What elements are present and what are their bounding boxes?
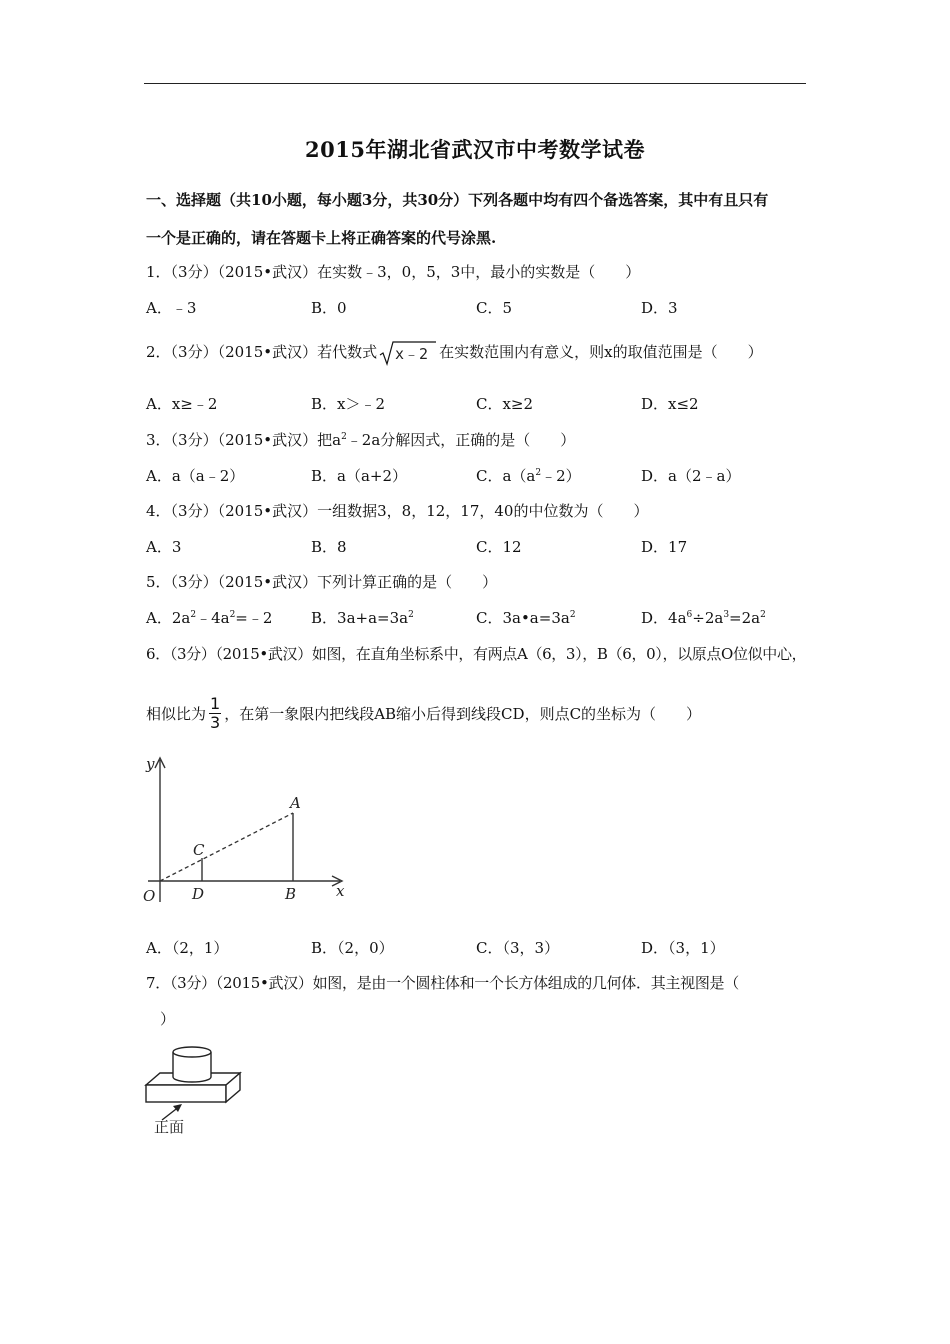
option-a-text-end: =﹣2: [235, 609, 273, 627]
option-c: [476, 607, 576, 628]
question-6-text-pre: 相似比为: [146, 705, 207, 723]
cylinder-top: [173, 1047, 211, 1057]
point-b-label: B: [285, 885, 297, 903]
coordinate-figure: [140, 752, 360, 912]
exponent: 2: [408, 610, 414, 620]
question-3-prefix: 3．（3分）（2015•武汉）把a: [146, 431, 342, 449]
option-d: D．a（2﹣a）: [641, 467, 741, 485]
option-c: C．x≥2: [476, 395, 534, 413]
option-a: [146, 607, 272, 628]
x-axis-label: x: [336, 882, 345, 900]
question-2-suffix: 在实数范围内有意义，则x的取值范围是（ ）: [439, 343, 763, 361]
page-title: 2015年湖北省武汉市中考数学试卷: [305, 137, 645, 162]
point-a-label: A: [290, 794, 301, 812]
option-b: [311, 607, 414, 628]
option-c-text-end: ﹣2）: [541, 467, 581, 485]
front-view-label: 正面: [154, 1118, 185, 1136]
fraction: [209, 695, 221, 732]
exponent: 2: [229, 610, 236, 620]
header-rule: [144, 83, 806, 84]
option-d: [641, 607, 766, 628]
option-b: B．0: [311, 299, 347, 317]
option-d-text: D．4a: [641, 609, 687, 627]
question-7-line1: 7．（3分）（2015•武汉）如图，是由一个圆柱体和一个长方体组成的几何体．其主视图是（: [146, 974, 739, 992]
y-axis-label: y: [146, 755, 155, 773]
option-d: D．17: [641, 538, 688, 556]
question-2: [146, 340, 763, 366]
option-a-text-mid: ﹣4a: [196, 609, 230, 627]
question-2-prefix: 2．（3分）（2015•武汉）若代数式: [146, 343, 378, 361]
option-b-text: B．3a+a=3a: [311, 609, 409, 627]
option-c: C．（3，3）: [476, 939, 560, 957]
option-b: B．a（a+2）: [311, 467, 408, 485]
solid-figure: [140, 1040, 250, 1140]
exponent: 6: [686, 610, 693, 620]
section-heading-line1: 一、选择题（共10小题，每小题3分，共30分）下列各题中均有四个备选答案，其中有且只有: [146, 191, 769, 209]
exponent: 2: [341, 432, 347, 442]
option-d: D．x≤2: [641, 395, 699, 413]
option-c: C．12: [476, 538, 522, 556]
option-a: A．3: [146, 538, 182, 556]
option-c: C．5: [476, 299, 513, 317]
sqrt-expression: [379, 340, 437, 366]
option-b: B．x＞﹣2: [311, 395, 386, 413]
option-a: A．﹣3: [146, 299, 197, 317]
exponent: 2: [569, 610, 576, 620]
question-4: 4．（3分）（2015•武汉）一组数据3，8，12，17，40的中位数为（ ）: [146, 502, 649, 520]
option-d: D．3: [641, 299, 678, 317]
question-7-line2: ）: [160, 1010, 176, 1028]
exponent: 2: [535, 468, 542, 478]
question-1: 1．（3分）（2015•武汉）在实数﹣3，0，5，3中，最小的实数是（ ）: [146, 263, 641, 281]
option-c-text: C．a（a: [476, 467, 536, 485]
section-heading-line2: 一个是正确的，请在答题卡上将正确答案的代号涂黑.: [146, 229, 497, 247]
question-5: 5．（3分）（2015•武汉）下列计算正确的是（ ）: [146, 573, 498, 591]
option-c-text: C．3a•a=3a: [476, 609, 570, 627]
fraction-denominator: 3: [210, 713, 221, 732]
point-d-label: D: [192, 885, 205, 903]
question-3-suffix: ﹣2a分解因式，正确的是（ ）: [346, 431, 576, 449]
exponent: 2: [760, 610, 766, 620]
option-a: A．x≥﹣2: [146, 395, 218, 413]
option-a: A．（2，1）: [146, 939, 229, 957]
option-d-text-mid: ÷2a: [692, 609, 724, 627]
option-b: B．（2，0）: [311, 939, 394, 957]
fraction-numerator: 1: [210, 694, 221, 713]
option-d: D．（3，1）: [641, 939, 725, 957]
segment-oa-dashed: [160, 813, 293, 881]
option-c: [476, 465, 581, 486]
cuboid-front-face: [146, 1085, 226, 1102]
question-6-line2: [146, 695, 701, 732]
question-6-line1: 6．（3分）（2015•武汉）如图，在直角坐标系中，有两点A（6，3），B（6，0），以原点O位似中心，: [146, 645, 807, 663]
origin-label: O: [143, 887, 156, 905]
question-3: [146, 429, 575, 450]
question-6-text-post: ，在第一象限内把线段AB缩小后得到线段CD，则点C的坐标为（ ）: [224, 705, 702, 723]
sqrt-radicand: x﹣2: [395, 345, 429, 363]
exponent: 2: [190, 610, 197, 620]
point-c-label: C: [193, 841, 205, 859]
option-a: A．a（a﹣2）: [146, 467, 245, 485]
exponent: 3: [723, 610, 730, 620]
option-b: B．8: [311, 538, 347, 556]
option-d-text-mid2: =2a: [729, 609, 761, 627]
sqrt-sign-icon: [379, 340, 437, 366]
option-a-text: A．2a: [146, 609, 191, 627]
